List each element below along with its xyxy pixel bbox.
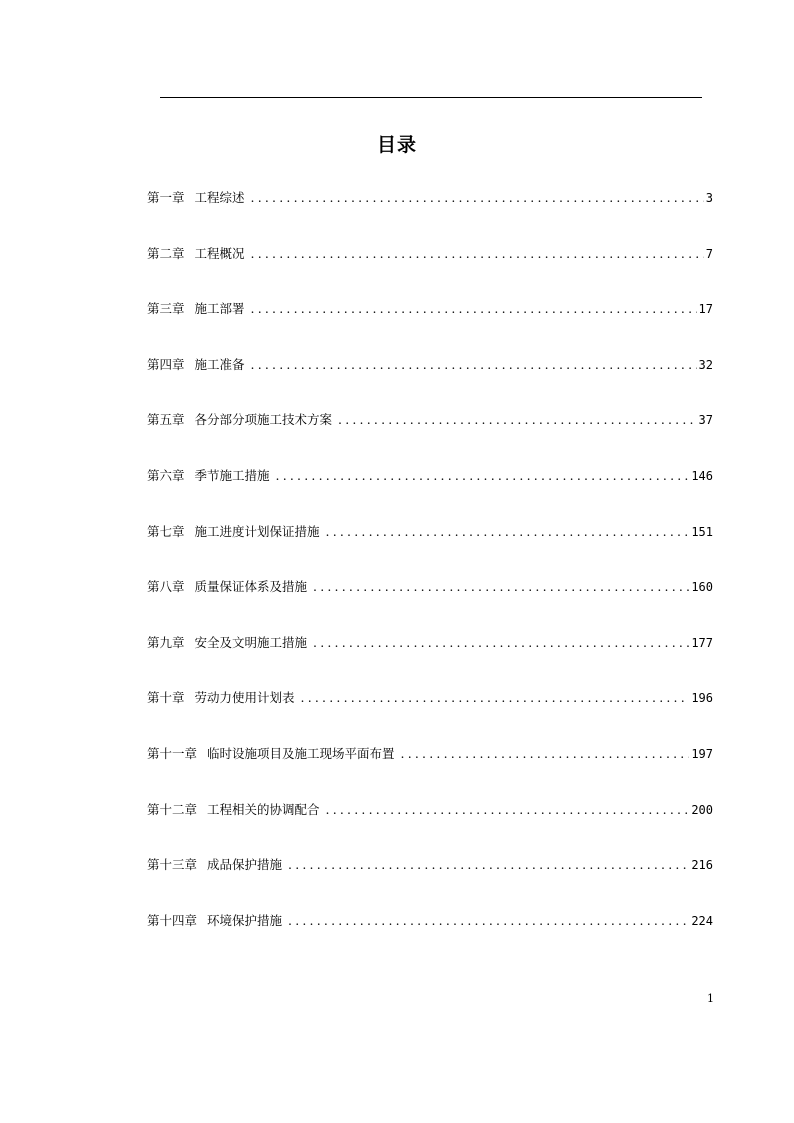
toc-entry[interactable] [147, 188, 713, 244]
toc-page-number: 177 [691, 635, 713, 650]
dot-leader [276, 468, 690, 483]
toc-heading: 劳动力使用计划表 [194, 690, 295, 706]
dot-leader [313, 635, 689, 650]
toc-chapter-label: 第九章 [147, 634, 185, 650]
toc-chapter-label: 第六章 [147, 467, 185, 483]
toc-title: 目录 [376, 134, 417, 156]
toc-page-number: 146 [691, 468, 713, 483]
dot-leader [251, 301, 697, 316]
toc-heading: 质量保证体系及措施 [194, 579, 308, 595]
dot-leader [401, 746, 690, 761]
toc-entry[interactable] [147, 688, 713, 744]
toc-heading: 成品保护措施 [207, 857, 283, 873]
toc-page-number: 7 [705, 246, 713, 261]
toc-page-number: 197 [691, 746, 713, 761]
dot-leader [326, 524, 690, 539]
toc-chapter-label: 第五章 [147, 412, 185, 428]
dot-leader [251, 190, 704, 205]
toc-chapter-label: 第十章 [147, 690, 185, 706]
toc-chapter-label: 第十四章 [147, 912, 198, 928]
toc-heading: 施工准备 [194, 356, 245, 372]
toc-page-number: 224 [691, 913, 713, 928]
toc-page-number: 32 [698, 357, 713, 372]
dot-leader [251, 246, 704, 261]
toc-heading: 环境保护措施 [207, 912, 283, 928]
toc-chapter-label: 第七章 [147, 523, 185, 539]
header-rule [160, 97, 702, 98]
toc-entry[interactable] [147, 633, 713, 689]
toc-chapter-label: 第二章 [147, 245, 185, 261]
dot-leader [301, 690, 690, 705]
toc-page-number: 151 [691, 524, 713, 539]
toc-entry[interactable] [147, 577, 713, 633]
toc-chapter-label: 第十二章 [147, 801, 198, 817]
toc-page-number: 160 [691, 580, 713, 595]
page-number: 1 [707, 992, 714, 1005]
toc-heading: 安全及文明施工措施 [194, 634, 308, 650]
dot-leader [288, 857, 689, 872]
toc-heading: 临时设施项目及施工现场平面布置 [207, 745, 395, 761]
toc-entry[interactable] [147, 244, 713, 300]
toc-heading: 施工进度计划保证措施 [194, 523, 320, 539]
toc-entry[interactable] [147, 744, 713, 800]
toc-page-number: 17 [698, 302, 713, 317]
toc-page-number: 37 [698, 413, 713, 428]
toc-chapter-label: 第八章 [147, 579, 185, 595]
dot-leader [288, 913, 689, 928]
toc-chapter-label: 第一章 [147, 190, 185, 205]
toc-chapter-label: 第三章 [147, 301, 185, 317]
dot-leader [338, 412, 697, 427]
toc-entry[interactable] [147, 355, 713, 411]
toc-page-number: 200 [691, 802, 713, 817]
toc-entry[interactable] [147, 855, 713, 911]
toc-entry[interactable] [147, 410, 713, 466]
toc-chapter-label: 第十一章 [147, 745, 198, 761]
toc-page-number: 216 [691, 858, 713, 873]
toc-heading: 各分部分项施工技术方案 [194, 412, 333, 428]
dot-leader [313, 579, 689, 594]
toc-chapter-label: 第十三章 [147, 857, 198, 873]
dot-leader [251, 357, 697, 372]
toc-heading: 工程相关的协调配合 [207, 801, 320, 817]
toc-entry[interactable] [147, 522, 713, 578]
toc-heading: 工程综述 [194, 190, 245, 205]
toc-entry[interactable] [147, 800, 713, 856]
table-of-contents [147, 188, 713, 966]
toc-entry[interactable] [147, 911, 713, 967]
toc-page-number: 196 [691, 691, 713, 706]
toc-entry[interactable] [147, 299, 713, 355]
dot-leader [326, 802, 690, 817]
toc-chapter-label: 第四章 [147, 356, 185, 372]
toc-heading: 工程概况 [194, 245, 245, 261]
toc-heading: 季节施工措施 [194, 467, 270, 483]
toc-heading: 施工部署 [194, 301, 245, 317]
toc-entry[interactable] [147, 466, 713, 522]
toc-page-number: 3 [705, 191, 713, 205]
